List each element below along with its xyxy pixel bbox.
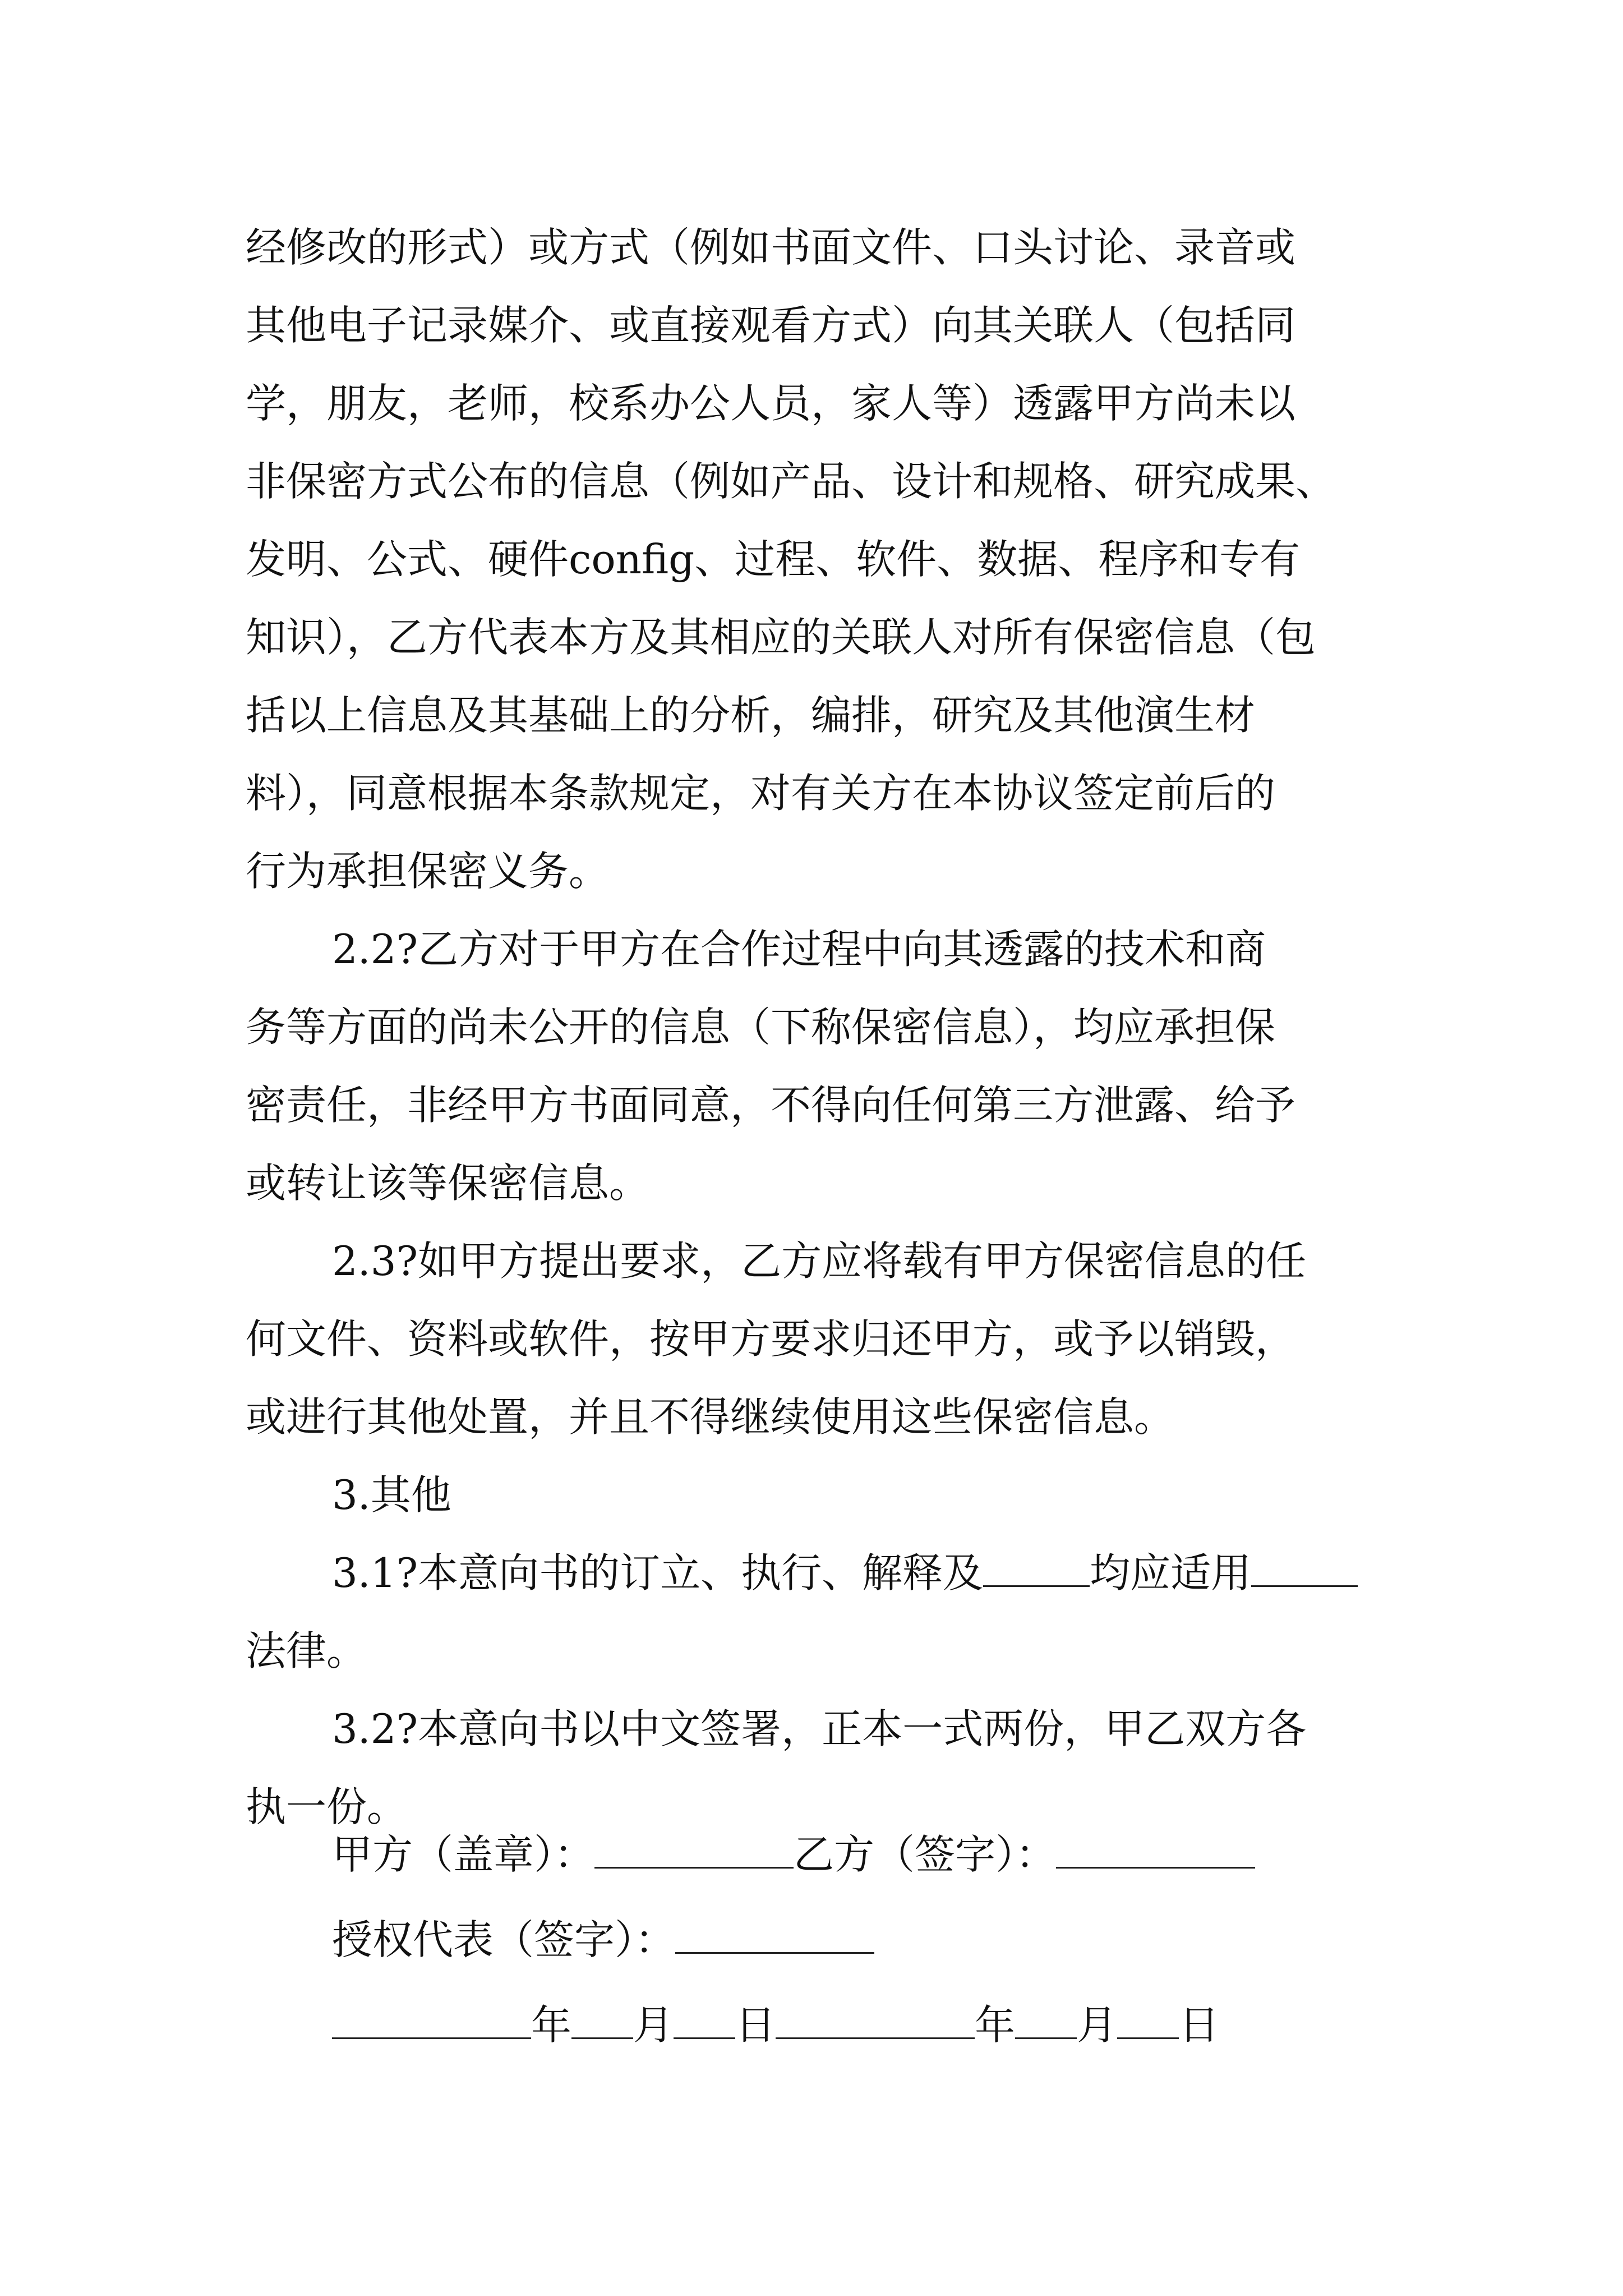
- authorized-rep-blank: [675, 1918, 874, 1954]
- clause-2-3-line: 或进行其他处置，并且不得继续使用这些保密信息。: [246, 1393, 1175, 1441]
- clause-3-2-line: 3.2?本意向书以中文签署，正本一式两份，甲乙双方各: [332, 1705, 1307, 1752]
- clause-3-1-part1: 3.1?本意向书的订立、执行、解释及: [332, 1549, 984, 1596]
- paragraph-line: 经修改的形式）或方式（例如书面文件、口头讨论、录音或: [246, 224, 1296, 271]
- day-label: 日: [735, 2001, 776, 2049]
- jurisdiction-blank: [983, 1552, 1090, 1587]
- party-b-signature-blank: [1056, 1833, 1255, 1869]
- year-label: 年: [531, 2001, 572, 2049]
- authorized-rep-label: 授权代表（签字）：: [332, 1916, 676, 1963]
- party-b-year-blank: [776, 2004, 975, 2039]
- paragraph-line: 行为承担保密义务。: [246, 848, 610, 895]
- party-a-year-blank: [332, 2004, 531, 2039]
- document-body: [246, 209, 1390, 1846]
- clause-2-2-line: 密责任，非经甲方书面同意，不得向任何第三方泄露、给予: [246, 1082, 1296, 1129]
- party-b-label: 乙方（签字）：: [794, 1831, 1057, 1878]
- party-a-label: 甲方（盖章）：: [332, 1831, 595, 1878]
- clause-2-2-line: 务等方面的尚未公开的信息（下称保密信息），均应承担保: [246, 1004, 1276, 1051]
- clause-2-3-line: 何文件、资料或软件，按甲方要求归还甲方，或予以销毁，: [246, 1315, 1296, 1363]
- party-a-seal-blank: [594, 1833, 794, 1869]
- month-label: 月: [633, 2001, 674, 2049]
- clause-3-1-part2: 均应适用: [1090, 1549, 1252, 1596]
- day-label: 日: [1179, 2001, 1220, 2049]
- clause-3-1-line: [246, 1534, 1390, 1612]
- party-signature-line: [332, 1812, 1255, 1897]
- party-b-day-blank: [1117, 2004, 1179, 2039]
- clause-3-1-line2: 法律。: [246, 1627, 367, 1674]
- authorized-rep-line: [332, 1897, 1255, 1982]
- section-3-heading: 3.其他: [332, 1471, 451, 1519]
- paragraph-line: 知识），乙方代表本方及其相应的关联人对所有保密信息（包: [246, 614, 1316, 661]
- governing-law-blank: [1251, 1552, 1358, 1587]
- paragraph-line: 非保密方式公布的信息（例如产品、设计和规格、研究成果、: [246, 458, 1336, 505]
- party-a-day-blank: [674, 2004, 735, 2039]
- paragraph-line: 学，朋友，老师，校系办公人员，家人等）透露甲方尚未以: [246, 380, 1296, 427]
- clause-2-3-line: 2.3?如甲方提出要求，乙方应将载有甲方保密信息的任: [332, 1237, 1307, 1285]
- year-label: 年: [975, 2001, 1016, 2049]
- clause-2-2-line: 或转让该等保密信息。: [246, 1159, 650, 1207]
- date-line: [332, 1982, 1255, 2068]
- clause-3-2-line: 执一份。: [246, 1783, 408, 1830]
- party-a-month-blank: [571, 2004, 633, 2039]
- paragraph-line: 发明、公式、硬件config、过程、软件、数据、程序和专有: [246, 536, 1301, 583]
- clause-2-2-line: 2.2?乙方对于甲方在合作过程中向其透露的技术和商: [332, 926, 1266, 973]
- party-b-month-blank: [1015, 2004, 1077, 2039]
- signature-block: [332, 1812, 1255, 2068]
- paragraph-line: 其他电子记录媒介、或直接观看方式）向其关联人（包括同: [246, 302, 1296, 349]
- paragraph-line: 料），同意根据本条款规定，对有关方在本协议签定前后的: [246, 770, 1276, 817]
- month-label: 月: [1077, 2001, 1118, 2049]
- paragraph-line: 括以上信息及其基础上的分析，编排，研究及其他演生材: [246, 692, 1256, 739]
